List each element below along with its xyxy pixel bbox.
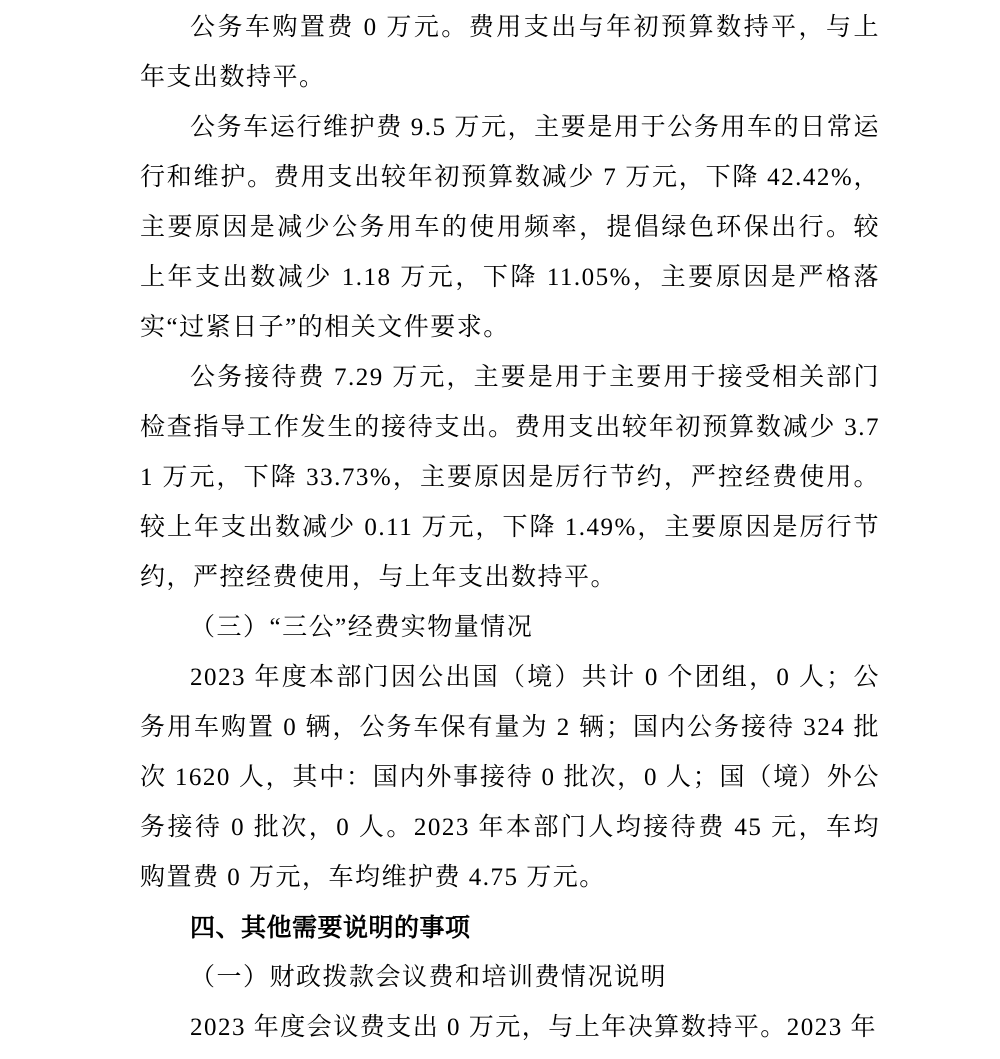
paragraph-physical-quantity-details: 2023 年度本部门因公出国（境）共计 0 个团组，0 人；公务用车购置 0 辆，公务车保有量为 2 辆；国内公务接待 324 批次 1620 人，其中：国内外事接待 0 批次，0 人；国（境）外公务接待 0 批次，0 人。2023 年本部门人均接待费 45 元，车均购置费 0 万元，车均维护费 4.75 万元。 (140, 664, 880, 891)
subheading-meeting-and-training-fee-note: （一）财政拨款会议费和培训费情况说明 (190, 964, 668, 991)
heading-other-matters: 四、其他需要说明的事项 (190, 914, 471, 942)
paragraph-official-reception-fee: 公务接待费 7.29 万元，主要是用于主要用于接受相关部门检查指导工作发生的接待支出。费用支出较年初预算数减少 3.71 万元，下降 33.73%，主要原因是厉行节约，严控经费使用。较上年支出数减少 0.11 万元，下降 1.49%，主要原因是厉行节约，严控经费使用，与上年支出数持平。 (140, 364, 880, 591)
paragraph-meeting-fee: 2023 年度会议费支出 0 万元，与上年决算数持平。2023 年 (190, 1014, 878, 1041)
paragraph-official-car-purchase-fee: 公务车购置费 0 万元。费用支出与年初预算数持平，与上年支出数持平。 (140, 14, 880, 91)
subheading-three-public-expenses-physical-quantity: （三）“三公”经费实物量情况 (190, 614, 534, 641)
paragraph-official-car-maintenance-fee: 公务车运行维护费 9.5 万元，主要是用于公务用车的日常运行和维护。费用支出较年初预算数减少 7 万元，下降 42.42%，主要原因是减少公务用车的使用频率，提倡绿色环保出行。较上年支出数减少 1.18 万元，下降 11.05%，主要原因是严格落实“过紧日子”的相关文件要求。 (140, 114, 880, 341)
